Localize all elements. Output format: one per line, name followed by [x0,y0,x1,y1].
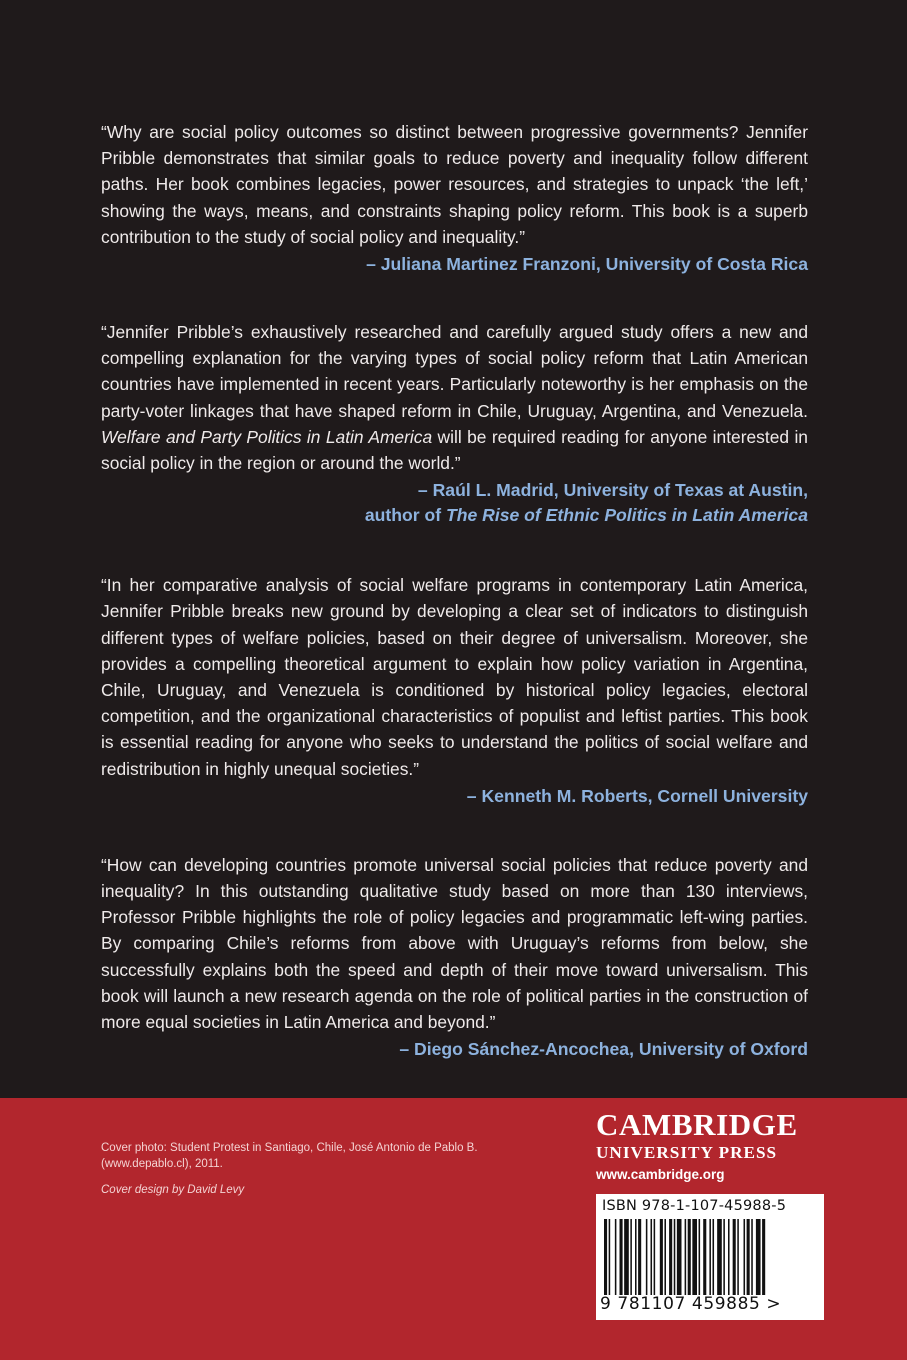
blurb-attribution-2-prefix: author of [364,505,442,526]
blurb-quote-2-text-a: “Jennifer Pribble’s exhaustively researched and carefully argued study offers a new and compelling explanation for the varying types of social policy reform that Latin American countries have implemented in recent years. Particularly noteworthy is her emphasis on the party-voter linkages that have shaped reform in Chile, Uruguay, Argentina, and Venezuela. [101,322,808,421]
cover-credits [101,1140,541,1198]
blurb-attribution-4: – Diego Sánchez-Ancochea, University of Oxford [399,1039,808,1060]
publisher-logo [596,1108,824,1185]
blurb-quote-4: “How can developing countries promote universal social policies that reduce poverty and inequality? In this outstanding qualitative study based on more than 130 interviews, Professor Pribble highlights the role of policy legacies and programmatic left-wing parties. By comparing Chile’s reforms from above with Uruguay’s reforms from below, she successfully explains both the speed and depth of their move toward universalism. This book will launch a new research agenda on the role of political parties in the construction of more equal societies in Latin America and beyond.” [101,854,808,1033]
blurb-quote-2-book-title: Welfare and Party Politics in Latin America [101,426,433,447]
barcode-icon [602,1219,818,1295]
publisher-name: CAMBRIDGE [596,1107,798,1142]
blurb-attribution-2 [101,478,808,528]
blurb-quote-3: “In her comparative analysis of social welfare programs in contemporary Latin America, Jennifer Pribble breaks new ground by developing a clear set of indicators to distinguish different types of welfare policies, based on their degree of universalism. Moreover, she provides a compelling theoretical argument to explain how policy variation in Argentina, Chile, Uruguay, and Venezuela is conditioned by historical policy legacies, electoral competition, and the organizational characteristics of populist and leftist parties. This book is essential reading for anyone who seeks to understand the politics of social welfare and redistribution in highly unequal societies.” [101,575,808,779]
publisher-url: www.cambridge.org [596,1167,725,1182]
blurb-quote-2-text-b: will be required reading for anyone interested in social policy in the region or around the world.” [101,426,808,474]
blurb-quote-2 [101,319,808,476]
blurb-attribution-2-book-title: The Rise of Ethnic Politics in Latin America [445,505,808,526]
publisher-subtitle: UNIVERSITY PRESS [596,1143,778,1162]
blurb-attribution-3: – Kenneth M. Roberts, Cornell University [466,785,808,806]
blurb-list [101,119,808,1062]
barcode-digits: 9 781107 459885 > [600,1294,782,1314]
blurb-quote-1: “Why are social policy outcomes so distinct between progressive governments? Jennifer Pribble demonstrates that similar goals to reduce poverty and inequality follow different paths. Her book combines legacies, power resources, and strategies to unpack ‘the left,’ showing the ways, means, and constraints shaping policy reform. This book is a superb contribution to the study of social policy and inequality.” [101,122,808,247]
cover-design-credit: Cover design by David Levy [101,1184,245,1196]
isbn-barcode [596,1194,824,1320]
cover-photo-credit: Cover photo: Student Protest in Santiago, Chile, José Antonio de Pablo B. (www.depablo.cl), 2011. [101,1142,478,1170]
blurb-attribution-2-line1: – Raúl L. Madrid, University of Texas at Austin, [417,480,808,501]
isbn-label: ISBN 978-1-107-45988-5 [602,1198,787,1214]
blurb-attribution-1: – Juliana Martinez Franzoni, University of Costa Rica [366,254,808,275]
